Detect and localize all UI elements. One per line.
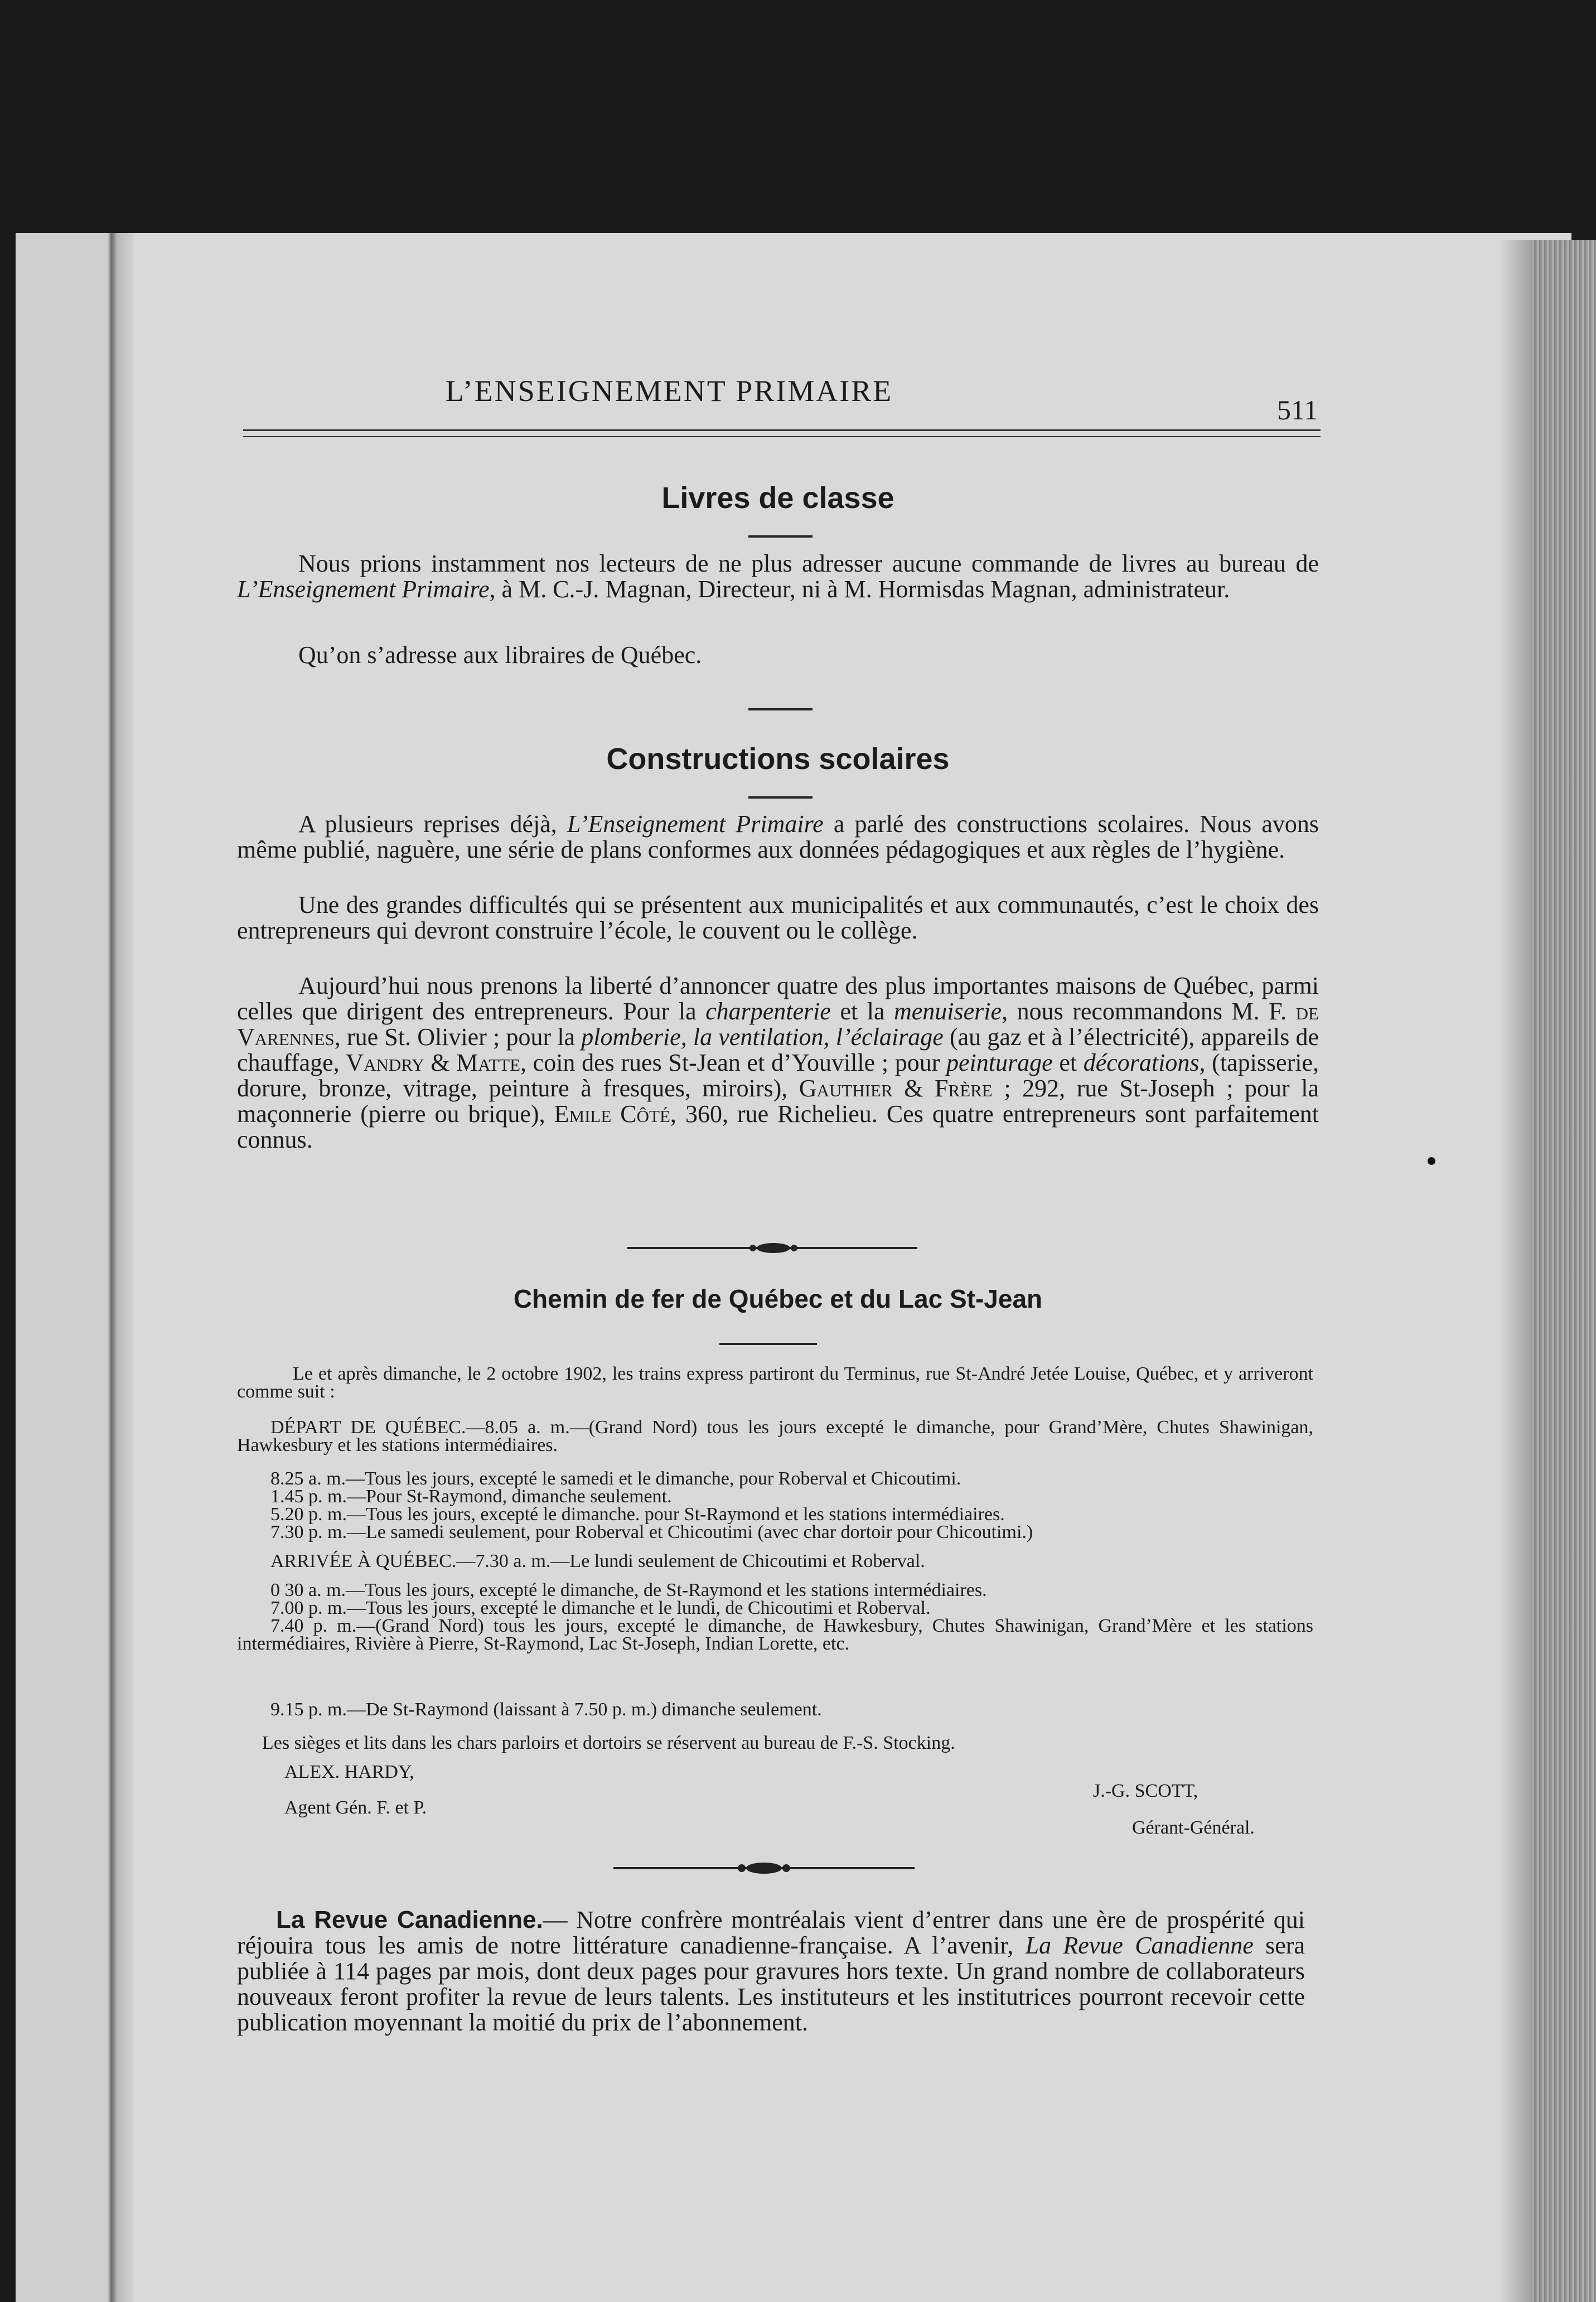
running-head: L’ENSEIGNEMENT PRIMAIRE bbox=[445, 374, 893, 408]
section-divider bbox=[748, 708, 812, 710]
depart-time-3: 5.20 p. m.—Tous les jours, excepté le dimanche. pour St-Raymond et les stations intermédiaires. bbox=[270, 1504, 1005, 1525]
page-shadow bbox=[1498, 240, 1531, 2302]
signatory-left-name: ALEX. HARDY, bbox=[284, 1762, 414, 1782]
header-rule-top bbox=[243, 429, 1321, 431]
title-rule bbox=[748, 796, 812, 799]
title-rule bbox=[719, 1343, 817, 1345]
page-number: 511 bbox=[1277, 394, 1318, 425]
arrivee-time-3: 7.40 p. m.—(Grand Nord) tous les jours, excepté le dimanche, de Hawkesbury, Chutes Shawinigan, Grand’Mère et les stations intermédiaires, Rivière à Pierre, St-Raymond, Lac St-Joseph, Indian Lorette, etc. bbox=[237, 1616, 1313, 1654]
arrivee-time-1: 0 30 a. m.—Tous les jours, excepté le dimanche, de St-Raymond et les stations intermédiaires. bbox=[270, 1580, 987, 1600]
paragraph-constructions-1: A plusieurs reprises déjà, L’Enseignement Primaire a parlé des constructions scolaires. Nous avons même publié, naguère, une série de plans conformes aux données pédagogiques et aux règles de l’hygiène. bbox=[237, 810, 1319, 863]
depart-time-1: 8.25 a. m.—Tous les jours, excepté le samedi et le dimanche, pour Roberval et Chicoutimi. bbox=[270, 1468, 961, 1489]
arrivee-time-4: 9.15 p. m.—De St-Raymond (laissant à 7.50 p. m.) dimanche seulement. bbox=[270, 1699, 822, 1720]
signatory-right-title: Gérant-Général. bbox=[1132, 1817, 1255, 1838]
book-gutter bbox=[16, 233, 134, 2302]
page-edges bbox=[1531, 240, 1596, 2302]
ornament-divider bbox=[613, 1857, 915, 1879]
depart-time-4: 7.30 p. m.—Le samedi seulement, pour Roberval et Chicoutimi (avec char dortoir pour Chicoutimi.) bbox=[270, 1522, 1033, 1542]
paragraph-constructions-2: Une des grandes difficultés qui se présentent aux municipalités et aux communautés, c’est le choix des entrepreneurs qui devront construire l’école, le couvent ou le collège. bbox=[237, 891, 1319, 944]
paragraph-constructions-3: Aujourd’hui nous prenons la liberté d’annoncer quatre des plus importantes maisons de Québec, parmi celles que dirigent des entrepreneurs. Pour la charpenterie et la menuiserie, nous recommandons M. F. de Varennes, rue St. Olivier ; pour la plomberie, la ventilation, l’éclairage (au gaz et à l’électricité), appareils de chauffage, Vandry & Matte, coin des rues St-Jean et d’Youville ; pour peinturage et décorations, (tapisserie, dorure, bronze, vitrage, peinture à fresques, miroirs), Gauthier & Frère ; 292, rue St-Joseph ; pour la maçonnerie (pierre ou brique), Emile Côté, 360, rue Richelieu. Ces quatre entrepreneurs sont parfaitement connus. bbox=[237, 972, 1319, 1153]
depart-time-2: 1.45 p. m.—Pour St-Raymond, dimanche seulement. bbox=[270, 1486, 672, 1507]
signatory-right-name: J.-G. SCOTT, bbox=[1093, 1781, 1198, 1801]
timetable-depart: DÉPART DE QUÉBEC.—8.05 a. m.—(Grand Nord) tous les jours excepté le dimanche, pour Grand’Mère, Chutes Shawinigan, Hawkesbury et les stations intermédiaires. bbox=[237, 1417, 1313, 1455]
section-title-chemin: Chemin de fer de Québec et du Lac St-Jean bbox=[513, 1284, 1043, 1313]
paragraph-livres-1: Nous prions instamment nos lecteurs de ne plus adresser aucune commande de livres au bureau de L’Enseignement Primaire, à M. C.-J. Magnan, Directeur, ni à M. Hormisdas Magnan, administrateur. bbox=[237, 550, 1319, 603]
sieges-note: Les sièges et lits dans les chars parloirs et dortoirs se réservent au bureau de F.-S. Stocking. bbox=[262, 1733, 955, 1753]
timetable-arrivee: ARRIVÉE À QUÉBEC.—7.30 a. m.—Le lundi seulement de Chicoutimi et Roberval. bbox=[270, 1551, 925, 1571]
signatory-left-title: Agent Gén. F. et P. bbox=[284, 1797, 427, 1818]
title-rule bbox=[748, 535, 812, 538]
arrivee-time-2: 7.00 p. m.—Tous les jours, excepté le dimanche et le lundi, de Chicoutimi et Roberval. bbox=[270, 1598, 931, 1618]
ornament-divider bbox=[627, 1237, 917, 1259]
header-rule-bottom bbox=[243, 436, 1321, 437]
section-title-livres: Livres de classe bbox=[661, 481, 894, 515]
paragraph-livres-2: Qu’on s’adresse aux libraires de Québec. bbox=[298, 641, 702, 669]
timetable-intro: Le et après dimanche, le 2 octobre 1902, les trains express partiront du Terminus, rue St-André Jetée Louise, Québec, et y arriveront comme suit : bbox=[237, 1363, 1313, 1402]
paragraph-revue: La Revue Canadienne.— Notre confrère montréalais vient d’entrer dans une ère de prospérité qui réjouira tous les amis de notre littérature canadienne-française. A l’avenir, La Revue Canadienne sera publiée à 114 pages par mois, dont deux pages pour gravures hors texte. Un grand nombre de collaborateurs nouveaux feront profiter la revue de leurs talents. Les instituteurs et les institutrices pourront recevoir cette publication moyennant la moitié du prix de l’abonnement. bbox=[237, 1906, 1305, 2036]
section-title-constructions: Constructions scolaires bbox=[606, 742, 950, 776]
ink-spot bbox=[1428, 1157, 1435, 1165]
